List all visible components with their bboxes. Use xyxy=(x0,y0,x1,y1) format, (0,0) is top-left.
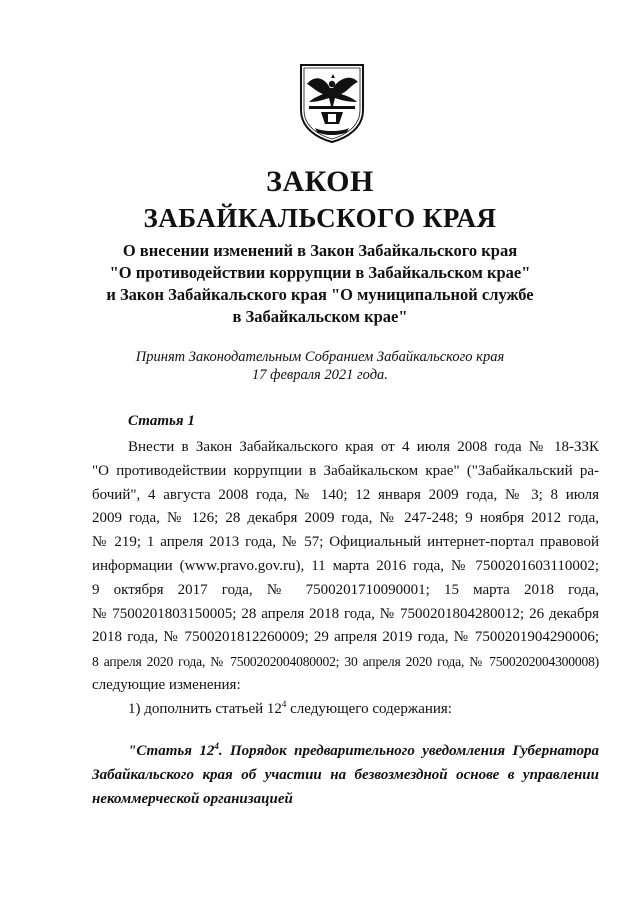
paragraph-line: 2009 года, № 126; 28 декабря 2009 года, № 247-248; 9 ноября 2012 года, xyxy=(92,510,599,527)
article-12-4-title: . Порядок предварительного уведомления Губернатора xyxy=(218,743,599,759)
paragraph-line: бочий", 4 августа 2008 года, № 140; 12 января 2009 года, № 3; 8 июля xyxy=(92,486,599,503)
article-12-4-heading xyxy=(92,740,599,811)
adoption-date: 17 февраля 2021 года. xyxy=(252,367,388,383)
item-1-suffix: следующего содержания: xyxy=(286,700,452,717)
paragraph-line: следующие изменения: xyxy=(92,676,241,693)
item-1-superscript: 4 xyxy=(281,698,287,709)
paragraph-line: "О противодействии коррупции в Забайкальском крае" ("Забайкальский ра- xyxy=(92,462,599,479)
article-12-4-line: Забайкальского края об участии на безвозмездной основе в управлении xyxy=(92,766,599,783)
article-12-4-prefix: "Статья 12 xyxy=(128,743,215,759)
item-1-text: 1) дополнить статьей 12 xyxy=(128,700,282,717)
law-subtitle xyxy=(0,240,640,328)
article-12-4-superscript: 4 xyxy=(214,741,219,751)
paragraph-line: 9 октября 2017 года, № 7500201710090001; 15 марта 2018 года, xyxy=(92,581,599,598)
law-title: ЗАКОН xyxy=(266,165,374,198)
adoption-note xyxy=(0,348,640,384)
coat-of-arms-icon xyxy=(297,62,367,144)
paragraph-line: № 7500201803150005; 28 апреля 2018 года, № 7500201804280012; 26 декабря xyxy=(92,605,599,622)
article-12-4-line: некоммерческой организацией xyxy=(92,790,293,807)
article-1-body xyxy=(92,436,599,722)
paragraph-line: 8 апреля 2020 года, № 7500202004080002; 30 апреля 2020 года, № 7500202004300008) xyxy=(92,654,599,670)
adoption-line: Принят Законодательным Собранием Забайкальского края xyxy=(135,349,505,365)
subtitle-line: О внесении изменений в Закон Забайкальского края xyxy=(122,241,518,260)
paragraph-line: Внести в Закон Забайкальского края от 4 июля 2008 года № 18-ЗЗК xyxy=(128,439,599,455)
subtitle-line: и Закон Забайкальского края "О муниципальной службе xyxy=(106,285,534,304)
subtitle-line: в Забайкальском крае" xyxy=(232,307,408,326)
subtitle-line: "О противодействии коррупции в Забайкальском крае" xyxy=(109,263,531,282)
paragraph-line: информации (www.pravo.gov.ru), 11 марта 2016 года, № 7500201603110002; xyxy=(92,557,599,574)
paragraph-line: 2018 года, № 7500201812260009; 29 апреля 2019 года, № 7500201904290006; xyxy=(92,629,599,646)
article-1-heading: Статья 1 xyxy=(128,413,195,429)
article-12-4-line xyxy=(92,740,599,764)
region-title: ЗАБАЙКАЛЬСКОГО КРАЯ xyxy=(143,203,497,233)
paragraph-line: № 219; 1 апреля 2013 года, № 57; Официальный интернет-портал правовой xyxy=(92,534,599,551)
item-1 xyxy=(92,698,599,722)
